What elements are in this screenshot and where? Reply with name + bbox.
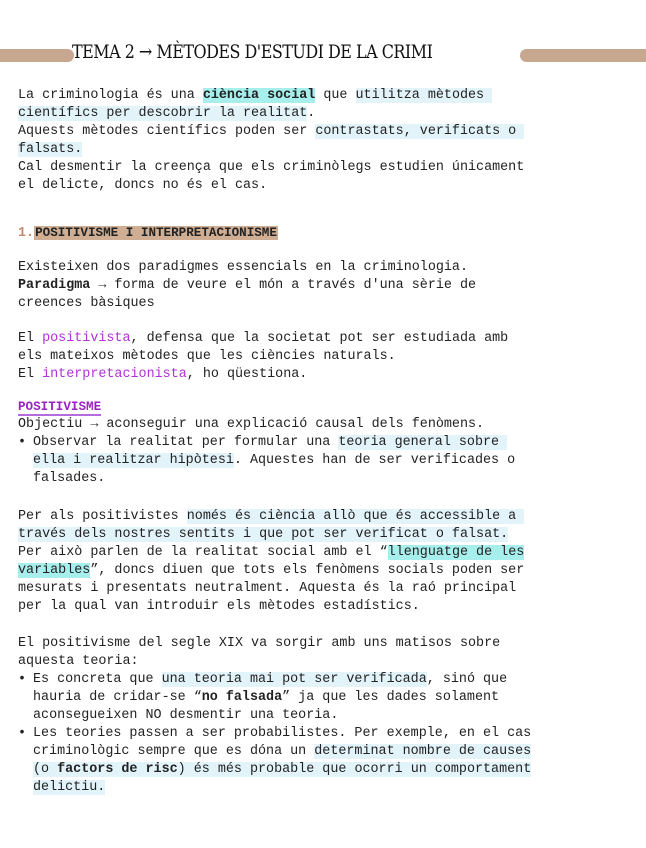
- page-header: [0, 40, 646, 70]
- page-title: TEMA 2 → MÈTODES D'ESTUDI DE LA CRIMI: [72, 41, 433, 63]
- positivists-paragraph: Per als positivistes només és ciència allò que és accessible a través dels nostres sentits i que pot ser verificat o falsat. Per això parlen de la realitat social amb el “llenguatge de les variables”, doncs diuen que tots els fenòmens socials poden ser mesurats i presentats neutralment. Aquesta és la raó principal per la qual van introduir els mètodes estadístics.: [18, 509, 525, 614]
- subsection-heading: POSITIVISME: [18, 400, 102, 414]
- section-heading-1: 1.POSITIVISME I INTERPRETACIONISME: [18, 226, 277, 241]
- header-bar-left: [0, 49, 74, 62]
- nineteenth-century-paragraph: El positivisme del segle XIX va sorgir amb uns matisos sobre aquesta teoria: • Es concreta que una teoria mai pot ser verificada, sinó que hauria de cridar-se “no falsada” ja que les dades solament aconsegueixen NO desmentir una teoria. • Les teories passen a ser probabilistes. Per exemple, en el cas criminològic sempre que es dóna un determinat nombre de causes (o factors de risc) és més probable que ocorri un comportament delictiu.: [18, 636, 532, 795]
- paradigm-paragraph: Existeixen dos paradigmes essencials en la criminologia. Paradigma → forma de veure el món a través d'una sèrie de creences bàsiques: [18, 260, 477, 311]
- positivist-paragraph: El positivista, defensa que la societat pot ser estudiada amb els mateixos mètodes que les ciències naturals. El interpretacionista, ho qüestiona.: [18, 331, 509, 382]
- objective-paragraph: Objectiu → aconseguir una explicació causal dels fenòmens. • Observar la realitat per formular una teoria general sobre ella i realitzar hipòtesi. Aquestes han de ser verificades o falsades.: [18, 417, 516, 486]
- intro-paragraph: La criminologia és una ciència social que utilitza mètodes científics per descobrir la realitat. Aquests mètodes científics poden ser contrastats, verificats o falsats. Cal desmentir la creença que els criminòlegs estudien únicament el delicte, doncs no és el cas.: [18, 88, 525, 193]
- header-bar-right: [520, 49, 646, 62]
